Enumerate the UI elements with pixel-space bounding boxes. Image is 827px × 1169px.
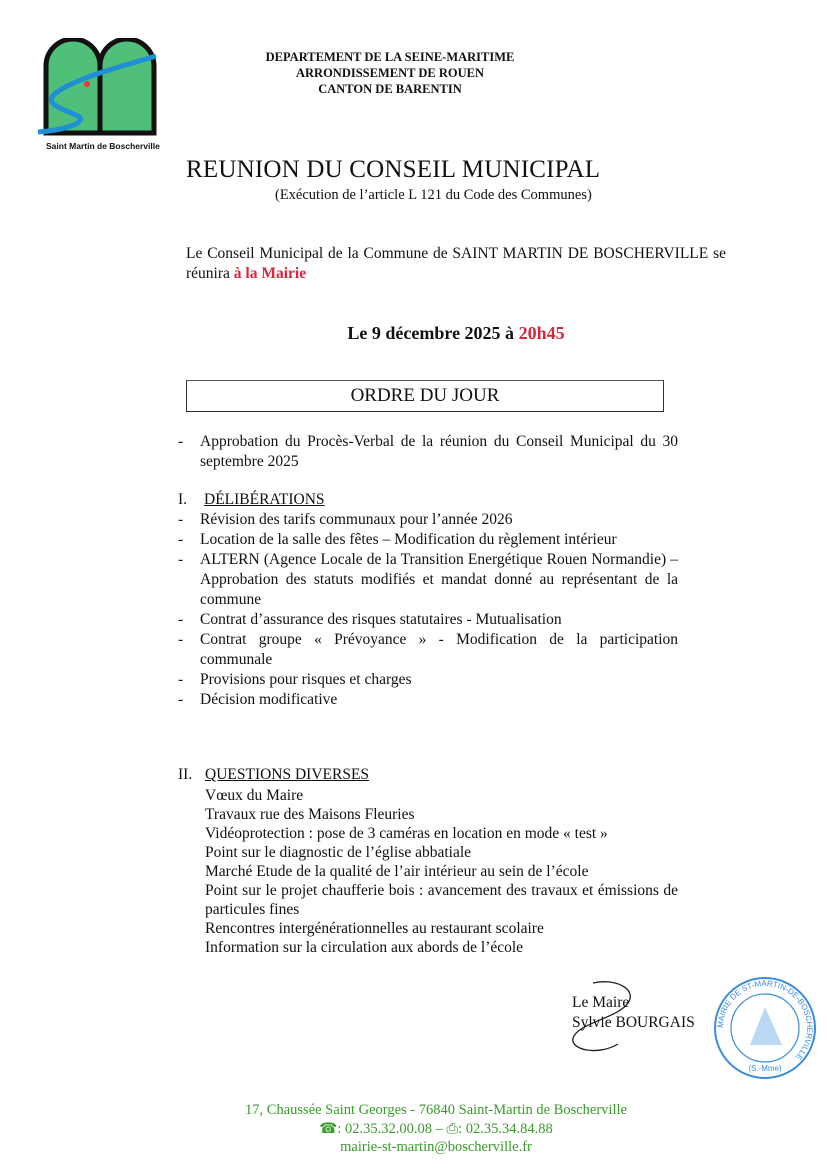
footer-phone: : 02.35.32.00.08 – [337, 1120, 447, 1137]
section-label: DÉLIBÉRATIONS [204, 491, 325, 508]
svg-text:MAIRIE DE ST-MARTIN-DE-BOSCHER: MAIRIE DE ST-MARTIN-DE-BOSCHERVILLE [715, 978, 815, 1062]
list-item: - ALTERN (Agence Locale de la Transition Energétique Rouen Normandie) – Approbation des statuts modifiés et mandat donné au représentant de la commune [178, 551, 678, 608]
logo-caption: Saint Martin de Boscherville [46, 141, 160, 151]
section-number: II. [178, 766, 193, 783]
phone-icon: ☎ [319, 1120, 338, 1137]
list-item: Vœux du Maire [205, 787, 304, 804]
preliminary-list [178, 432, 678, 472]
list-item: Marché Etude de la qualité de l’air intérieur au sein de l’école [205, 863, 589, 880]
footer-email[interactable]: mairie-st-martin@boscherville.fr [340, 1139, 532, 1155]
signature-name: Sylvie BOURGAIS [572, 1014, 695, 1031]
logo [36, 38, 161, 151]
meeting-time: 20h45 [518, 323, 565, 343]
agenda-title: ORDRE DU JOUR [186, 380, 664, 412]
list-item: - Approbation du Procès-Verbal de la réunion du Conseil Municipal du 30 septembre 2025 [178, 433, 678, 470]
subtitle: (Exécution de l’article L 121 du Code des Communes) [275, 187, 592, 203]
fax-icon: ⎙ [446, 1120, 459, 1137]
footer-address: 17, Chaussée Saint Georges - 76840 Saint-Martin de Boscherville [245, 1102, 627, 1118]
list-item: - Décision modificative [178, 691, 338, 708]
list-item: - Contrat groupe « Prévoyance » - Modification de la participation communale [178, 631, 678, 668]
deliberations-list [178, 510, 678, 710]
footer [186, 1101, 686, 1157]
list-item: - Provisions pour risques et charges [178, 671, 412, 688]
stamp-icon [712, 975, 818, 1081]
list-item: Information sur la circulation aux abords de l’école [205, 939, 524, 956]
list-item: Vidéoprotection : pose de 3 caméras en location en mode « test » [205, 825, 608, 842]
list-item: - Location de la salle des fêtes – Modification du règlement intérieur [178, 531, 617, 548]
list-item: Travaux rue des Maisons Fleuries [205, 806, 415, 823]
header-arrondissement: ARRONDISSEMENT DE ROUEN [296, 66, 484, 80]
footer-contact [186, 1120, 686, 1139]
official-stamp [712, 975, 818, 1081]
section-questions [178, 765, 369, 785]
meeting-date [186, 323, 726, 344]
svg-text:(S.-Mme): (S.-Mme) [748, 1064, 782, 1073]
header-department: DEPARTEMENT DE LA SEINE-MARITIME [265, 50, 515, 64]
intro-text: Le Conseil Municipal de la Commune de SAINT MARTIN DE BOSCHERVILLE se réunira [186, 245, 726, 282]
signature-block [572, 993, 695, 1033]
page-title: REUNION DU CONSEIL MUNICIPAL [186, 156, 601, 183]
section-deliberations [178, 490, 325, 510]
section-label: QUESTIONS DIVERSES [205, 766, 370, 783]
logo-mark-icon [36, 38, 161, 136]
list-item: Rencontres intergénérationnelles au restaurant scolaire [205, 920, 544, 937]
footer-fax: : 02.35.34.84.88 [458, 1120, 553, 1137]
header [230, 49, 550, 97]
header-canton: CANTON DE BARENTIN [318, 82, 462, 96]
date-text: Le 9 décembre 2025 à [347, 323, 519, 343]
list-item: Point sur le diagnostic de l’église abbatiale [205, 844, 472, 861]
list-item: - Révision des tarifs communaux pour l’année 2026 [178, 511, 513, 528]
list-item: Point sur le projet chaufferie bois : avancement des travaux et émissions de particules fines [205, 882, 678, 918]
signature-role: Le Maire [572, 994, 630, 1011]
questions-list [205, 786, 678, 957]
section-number: I. [178, 491, 188, 508]
list-item: - Contrat d’assurance des risques statutaires - Mutualisation [178, 611, 562, 628]
intro-paragraph [186, 244, 726, 284]
meeting-place: à la Mairie [233, 265, 307, 282]
